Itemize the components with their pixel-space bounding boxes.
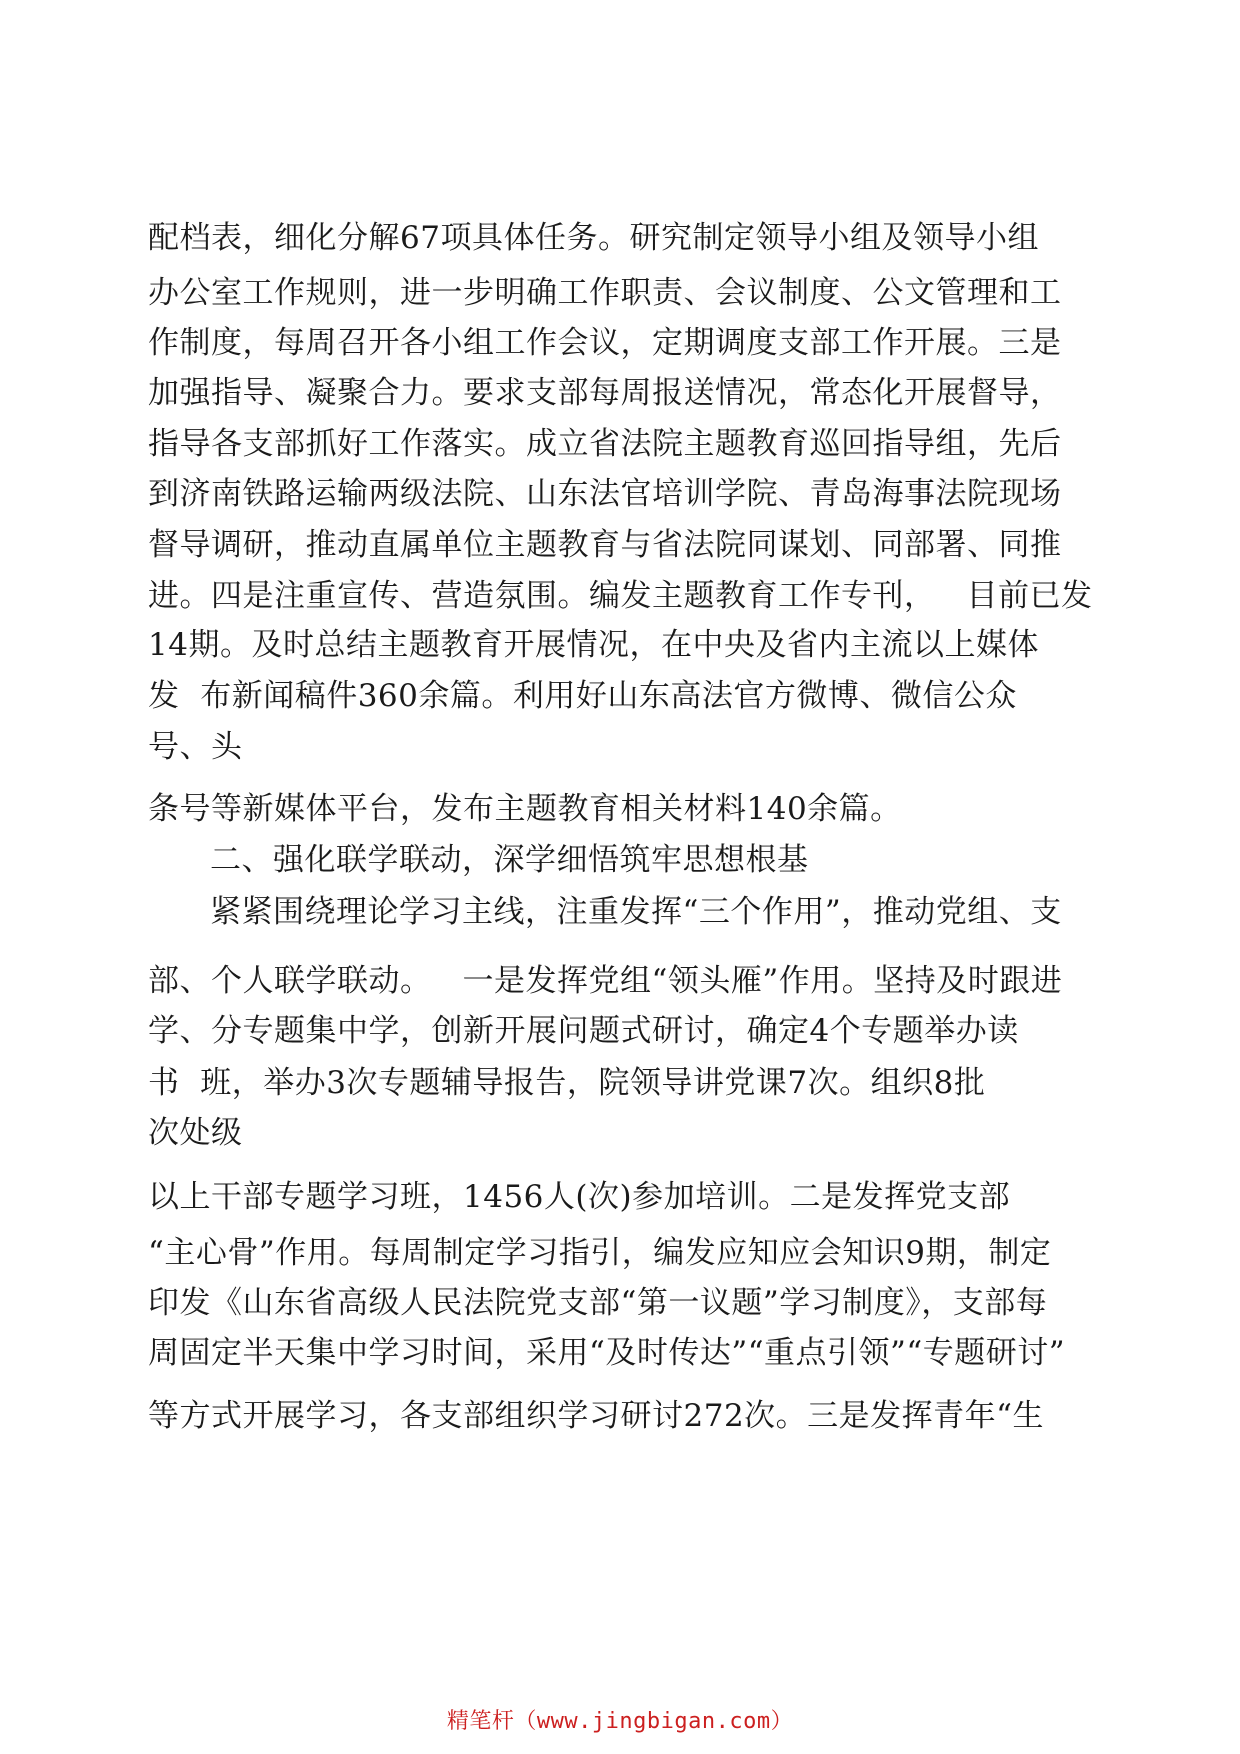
text-line: 配档表，细化分解67项具体任务。研究制定领导小组及领导小组 bbox=[148, 220, 1039, 256]
text-line: 进。四是注重宣传、营造氛围。编发主题教育工作专刊， 目前已发 bbox=[148, 578, 1093, 614]
text-line: 发 布新闻稿件360余篇。利用好山东高法官方微博、微信公众 bbox=[148, 678, 1017, 714]
text-line: 到济南铁路运输两级法院、山东法官培训学院、青岛海事法院现场 bbox=[148, 476, 1062, 512]
text-line: 以上干部专题学习班，1456人(次)参加培训。二是发挥党支部 bbox=[148, 1179, 1011, 1215]
text-line: 加强指导、凝聚合力。要求支部每周报送情况，常态化开展督导， bbox=[148, 375, 1062, 411]
text-line: 周固定半天集中学习时间，采用“及时传达”“重点引领”“专题研讨” bbox=[148, 1335, 1066, 1371]
text-line: “主心骨”作用。每周制定学习指引，编发应知应会知识9期，制定 bbox=[148, 1235, 1052, 1271]
text-line: 条号等新媒体平台，发布主题教育相关材料140余篇。 bbox=[148, 791, 902, 827]
text-line: 督导调研，推动直属单位主题教育与省法院同谋划、同部署、同推 bbox=[148, 527, 1062, 563]
text-line: 指导各支部抓好工作落实。成立省法院主题教育巡回指导组，先后 bbox=[148, 426, 1062, 462]
text-line: 作制度，每周召开各小组工作会议，定期调度支部工作开展。三是 bbox=[148, 325, 1062, 361]
text-line: 等方式开展学习，各支部组织学习研讨272次。三是发挥青年“生 bbox=[148, 1398, 1045, 1434]
text-line: 印发《山东省高级人民法院党支部“第一议题”学习制度》，支部每 bbox=[148, 1285, 1048, 1321]
text-line: 学、分专题集中学，创新开展问题式研讨，确定4个专题举办读 bbox=[148, 1013, 1019, 1049]
text-line: 办公室工作规则，进一步明确工作职责、会议制度、公文管理和工 bbox=[148, 275, 1062, 311]
text-line: 14期。及时总结主题教育开展情况，在中央及省内主流以上媒体 bbox=[148, 627, 1039, 663]
text-line: 号、头 bbox=[148, 729, 243, 765]
text-line: 次处级 bbox=[148, 1115, 243, 1151]
section-heading: 二、强化联学联动，深学细悟筑牢思想根基 bbox=[210, 842, 809, 878]
footer-watermark: 精笔杆（www.jingbigan.com） bbox=[446, 1709, 794, 1734]
paragraph-first-line: 紧紧围绕理论学习主线，注重发挥“三个作用”，推动党组、支 bbox=[210, 894, 1062, 930]
text-line: 书 班，举办3次专题辅导报告，院领导讲党课7次。组织8批 bbox=[148, 1065, 986, 1101]
text-line: 部、个人联学联动。 一是发挥党组“领头雁”作用。坚持及时跟进 bbox=[148, 963, 1063, 999]
